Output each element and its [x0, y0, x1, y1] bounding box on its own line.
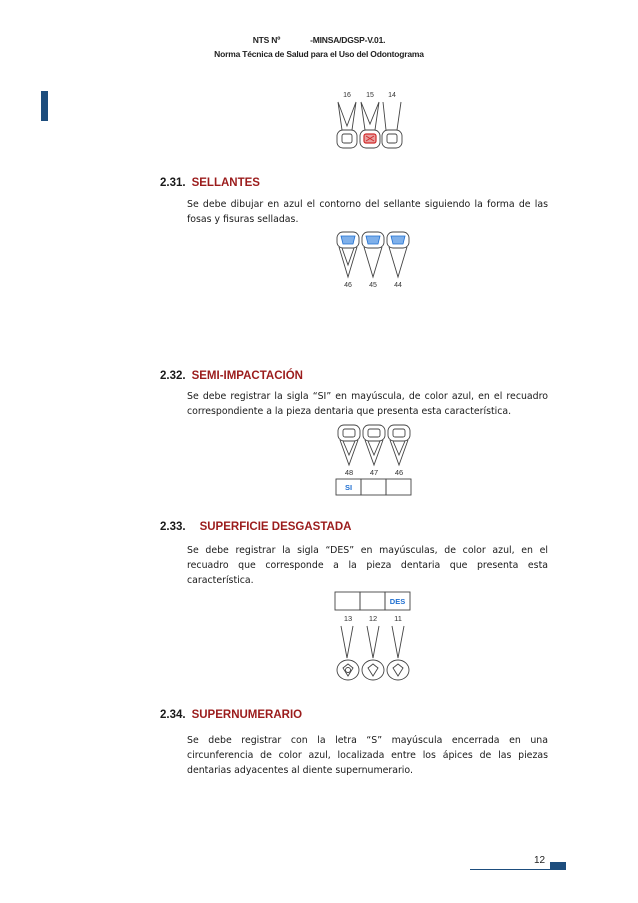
- left-accent-bar: [41, 91, 48, 121]
- si-label: SI: [344, 483, 353, 492]
- page-number: 12: [534, 855, 546, 866]
- des-label: DES: [389, 597, 406, 606]
- tooth-number: 45: [369, 282, 377, 289]
- header-code: -MINSA/DGSP-V.01.: [310, 35, 386, 45]
- section-text-superficie-desgastada: Se debe registrar la sigla “DES” en mayúsculas, de color azul, en el recuadro que corresponde a la pieza dentaria que presenta esta característica.: [187, 545, 548, 586]
- tooth-number: 47: [369, 468, 379, 477]
- section-text-semi-impactacion: Se debe registrar la sigla “SI” en mayúscula, de color azul, en el recuadro correspondiente a la pieza dentaria que presenta esta característica.: [187, 391, 548, 417]
- section-text-supernumerario: Se debe registrar con la letra “S” mayúscula encerrada en una circunferencia de color azul, localizada entre los ápices de las piezas dentarias adyacentes al diente supernumerario.: [187, 735, 548, 776]
- figure-teeth-16-14: [330, 88, 410, 158]
- tooth-number: 16: [343, 92, 351, 99]
- tooth-number: 46: [394, 468, 404, 477]
- tooth-number: 12: [368, 614, 378, 623]
- header-line-2: Norma Técnica de Salud para el Uso del Odontograma: [214, 49, 424, 59]
- section-heading: SEMI-IMPACTACIÓN: [191, 370, 303, 382]
- page-number-bar: [550, 862, 566, 869]
- section-title-supernumerario: [160, 709, 302, 721]
- tooth-number: 44: [394, 282, 402, 289]
- tooth-number: 14: [388, 92, 396, 99]
- tooth-number: 15: [366, 92, 374, 99]
- figure-teeth-46-44: [333, 229, 413, 291]
- tooth-number: 46: [344, 282, 352, 289]
- section-number: 2.33.: [160, 521, 186, 533]
- figure-teeth-48-46: [334, 423, 416, 499]
- section-number: 2.34.: [160, 709, 186, 721]
- section-title-sellantes: [160, 177, 260, 189]
- page-number-line: [470, 869, 566, 870]
- section-title-semi-impactacion: [160, 370, 303, 382]
- figure-teeth-13-11: [333, 590, 415, 682]
- header-nts: NTS Nº: [252, 35, 281, 45]
- section-text-sellantes: Se debe dibujar en azul el contorno del sellante siguiendo la forma de las fosas y fisuras selladas.: [187, 199, 548, 225]
- section-heading: SELLANTES: [191, 177, 260, 189]
- section-number: 2.32.: [160, 370, 186, 382]
- header-line-1: [0, 35, 638, 45]
- section-title-superficie-desgastada: [160, 521, 351, 533]
- section-heading: SUPERNUMERARIO: [191, 709, 303, 721]
- tooth-number: 11: [394, 614, 402, 623]
- section-number: 2.31.: [160, 177, 186, 189]
- tooth-number: 48: [344, 468, 354, 477]
- tooth-number: 13: [343, 614, 353, 623]
- section-heading: SUPERFICIE DESGASTADA: [199, 521, 352, 533]
